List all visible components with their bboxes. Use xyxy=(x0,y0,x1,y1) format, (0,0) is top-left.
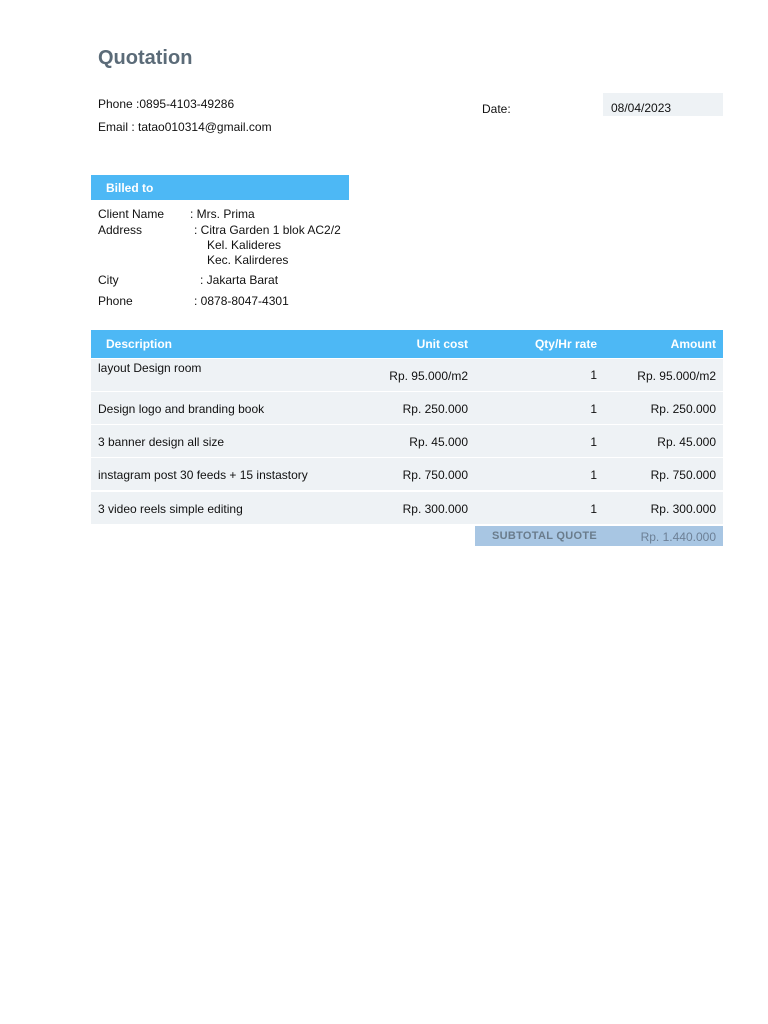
client-name-value: : Mrs. Prima xyxy=(190,207,255,221)
row-qty: 1 xyxy=(590,402,597,416)
address-line-2: Kel. Kalideres xyxy=(207,238,282,252)
billed-to-header xyxy=(91,175,349,200)
billed-to-header-label: Billed to xyxy=(106,181,154,195)
row-qty: 1 xyxy=(590,468,597,482)
table-row xyxy=(91,492,723,524)
header-description: Description xyxy=(106,337,173,351)
row-qty: 1 xyxy=(590,502,597,516)
client-phone-label: Phone xyxy=(98,294,133,308)
table-row xyxy=(91,458,723,490)
city-value: : Jakarta Barat xyxy=(200,273,279,287)
row-description: 3 banner design all size xyxy=(98,435,225,449)
header-qty: Qty/Hr rate xyxy=(534,337,597,351)
address-label: Address xyxy=(98,223,143,237)
row-description: 3 video reels simple editing xyxy=(98,502,243,516)
client-name-label: Client Name xyxy=(98,207,165,221)
date-value: 08/04/2023 xyxy=(611,101,672,115)
row-unit-cost: Rp. 750.000 xyxy=(402,468,468,482)
row-unit-cost: Rp. 45.000 xyxy=(409,435,468,449)
subtotal-value-text: Rp. 1.440.000 xyxy=(640,530,716,544)
row-description: Design logo and branding book xyxy=(98,402,265,416)
row-description: layout Design room xyxy=(98,361,202,375)
row-amount: Rp. 750.000 xyxy=(650,468,716,482)
address-line-3: Kec. Kalirderes xyxy=(207,253,289,267)
row-description: instagram post 30 feeds + 15 instastory xyxy=(98,468,308,482)
table-row xyxy=(91,425,723,457)
table-row xyxy=(91,392,723,424)
contact-email: Email : tatao010314@gmail.com xyxy=(98,120,272,134)
row-qty: 1 xyxy=(590,435,597,449)
row-unit-cost: Rp. 250.000 xyxy=(402,402,468,416)
row-amount: Rp. 45.000 xyxy=(657,435,716,449)
subtotal-label-text: SUBTOTAL QUOTE xyxy=(491,530,597,542)
city-label: City xyxy=(98,273,119,287)
page-title: Quotation xyxy=(98,47,193,69)
subtotal-value xyxy=(607,526,723,546)
client-phone-value: : 0878-8047-4301 xyxy=(194,294,289,308)
header-unit-cost: Unit cost xyxy=(416,337,468,351)
row-amount: Rp. 95.000/m2 xyxy=(637,369,716,383)
row-unit-cost: Rp. 95.000/m2 xyxy=(389,369,468,383)
row-unit-cost: Rp. 300.000 xyxy=(402,502,468,516)
row-amount: Rp. 250.000 xyxy=(650,402,716,416)
contact-phone: Phone :0895-4103-49286 xyxy=(98,97,235,111)
row-qty: 1 xyxy=(590,368,597,382)
table-header xyxy=(91,330,723,358)
row-amount: Rp. 300.000 xyxy=(650,502,716,516)
date-field xyxy=(603,93,723,116)
address-line-1: : Citra Garden 1 blok AC2/2 xyxy=(194,223,341,237)
table-row xyxy=(91,359,723,391)
date-label: Date: xyxy=(482,102,511,116)
subtotal-label xyxy=(475,526,607,546)
header-amount: Amount xyxy=(670,337,716,351)
